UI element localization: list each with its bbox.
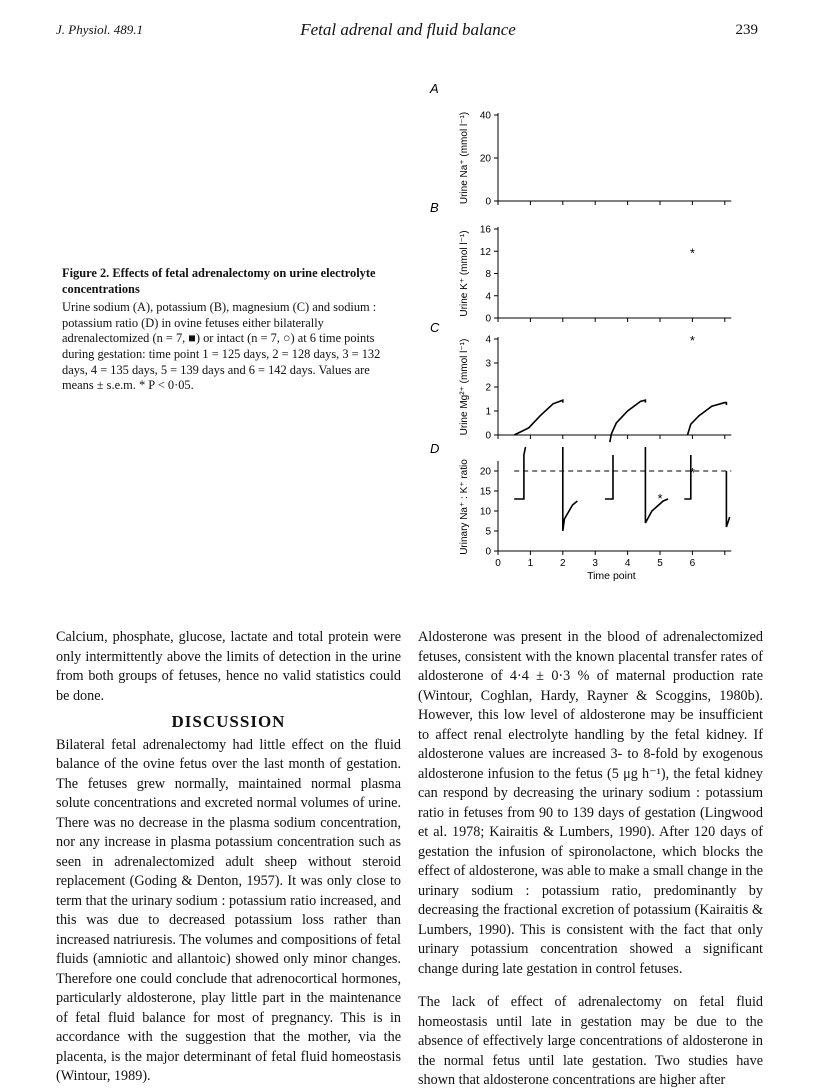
x-tick-label: 2 — [560, 558, 566, 569]
x-tick-label: 5 — [657, 558, 663, 569]
series-line — [563, 447, 578, 531]
y-tick-label: 40 — [479, 110, 491, 122]
x-tick-label: 4 — [624, 558, 631, 569]
section-heading: DISCUSSION — [171, 712, 286, 731]
y-tick-label: 4 — [485, 291, 491, 303]
series-line — [726, 471, 729, 527]
y-tick-label: 12 — [479, 246, 491, 258]
y-tick-label: 0 — [485, 313, 491, 325]
series-line — [514, 447, 525, 499]
x-tick-label: 1 — [527, 558, 534, 569]
y-tick-label: 8 — [485, 269, 491, 280]
series-line — [688, 403, 727, 435]
series-line — [605, 455, 613, 499]
series-line — [645, 447, 668, 523]
panel-label-d: D — [430, 441, 440, 456]
caption-title: Figure 2. Effects of fetal adrenalectomy on urine electrolyte concentrations — [62, 266, 376, 296]
x-tick-label: 6 — [689, 558, 696, 569]
x-axis-title: Time point — [587, 570, 636, 582]
right-column — [418, 628, 763, 1091]
y-tick-label: 0 — [485, 430, 491, 442]
panel-label-a: A — [430, 81, 439, 96]
y-tick-label: 20 — [479, 466, 491, 478]
y-tick-label: 0 — [485, 546, 491, 558]
significance-marker: * — [689, 465, 695, 480]
paragraph: Calcium, phosphate, glucose, lactate and total protein were only intermittently above the limits of detection in the urine from both groups of fetuses, hence no valid statistics could be done. — [56, 629, 401, 704]
y-tick-label: 2 — [485, 382, 491, 394]
paragraph: Bilateral fetal adrenalectomy had little effect on the fluid balance of the ovine fetus over the last month of gestation. The fetuses grew normally, maintained normal plasma solute concentrations and excreted normal volumes of urine. There was no decrease in the plasma sodium concentration, nor any increase in plasma potassium concentration such as seen in adrenalectomized adult sheep without steroid replacement (Goding & Denton, 1957). It was only close to term that the urinary sodium : potassium ratio increased, and this was due to decreased potassium loss rather than increased natriuresis. The volumes and compositions of fetal fluids (amniotic and allantoic) showed only minor changes. Therefore one could conclude that adrenocortical hormones, particularly aldosterone, play little part in the maintenance of fetal fluid balance for most of pregnancy. This is in accordance with the suggestion that the mother, via the placenta, is the major determinant of fetal fluid homeostasis (Wintour, 1989). — [56, 736, 401, 1084]
running-title: Fetal adrenal and fluid balance — [300, 20, 516, 39]
y-tick-label: 16 — [479, 224, 491, 236]
y-tick-label: 15 — [479, 486, 491, 498]
significance-marker: * — [689, 245, 695, 261]
paragraph: Aldosterone was present in the blood of adrenalectomized fetuses, consistent with the known placental transfer rates of aldosterone of 4·4 ± 0·3 % of maternal production rate (Wintour, Coghlan, Hardy, Rayner & Scoggins, 1980b). However, this low level of aldosterone may be insufficient to affect renal electrolyte handling by the fetal kidney. If aldosterone values are increased 3- to 8-fold by exogenous aldosterone infusion to the fetus (5 μg h⁻¹), the fetal kidney can respond by decreasing the urinary sodium : potassium ratio in fetuses from 90 to 139 days of gestation (Lingwood et al. 1978; Kairaitis & Lumbers, 1990). After 120 days of gestation the infusion of spironolactone, which blocks the effect of aldosterone, was able to make a small change in the urinary sodium : potassium ratio, predominantly by decreasing the fractional excretion of potassium (Kairaitis & Lumbers, 1990). This is consistent with the fact that only urinary potassium concentration showed a significant change during late gestation in control fetuses. — [418, 629, 763, 977]
significance-marker: * — [689, 333, 695, 348]
y-tick-label: 20 — [479, 153, 491, 165]
caption-body: Urine sodium (A), potassium (B), magnesium (C) and sodium : potassium ratio (D) in ovine fetuses either bilaterally adrenalectomized (n = 7, ■) or intact (n = 7, ○) at 6 time points during gestation: time point 1 = 125 days, 2 = 128 days, 3 = 132 days, 4 = 135 days, 5 = 139 days and 6 = 142 days. Values are means ± s.e.m. * P < 0·05. — [62, 300, 381, 393]
y-axis-title-b: Urine K⁺ (mmol l⁻¹) — [459, 230, 470, 317]
y-tick-label: 1 — [485, 406, 491, 418]
panel-label-b: B — [430, 200, 439, 215]
panel-label-c: C — [430, 320, 440, 335]
left-column — [56, 628, 401, 1087]
y-tick-label: 0 — [485, 196, 491, 208]
x-tick-label: 0 — [495, 558, 501, 569]
page-number: 239 — [735, 22, 758, 38]
y-axis-title-c: Urine Mg²⁺ (mmol l⁻¹) — [459, 338, 470, 436]
y-axis-title-d: Urinary Na⁺ : K⁺ ratio — [459, 459, 470, 555]
series-line — [514, 400, 563, 435]
x-tick-label: 3 — [592, 558, 598, 569]
significance-marker: * — [657, 491, 663, 506]
y-tick-label: 5 — [485, 526, 491, 538]
y-axis-title-a: Urine Na⁺ (mmol l⁻¹) — [459, 111, 470, 205]
journal-name: J. Physiol. 489.1 — [56, 22, 144, 37]
paragraph: The lack of effect of adrenalectomy on fetal fluid homeostasis until late in gestation may be due to the absence of effectively large concentrations of aldosterone in the normal fetus until late gestation. Two studies have shown that aldosterone concentrations are higher after — [418, 994, 763, 1088]
y-tick-label: 3 — [485, 358, 491, 370]
y-tick-label: 4 — [485, 334, 491, 346]
y-tick-label: 10 — [479, 506, 491, 518]
